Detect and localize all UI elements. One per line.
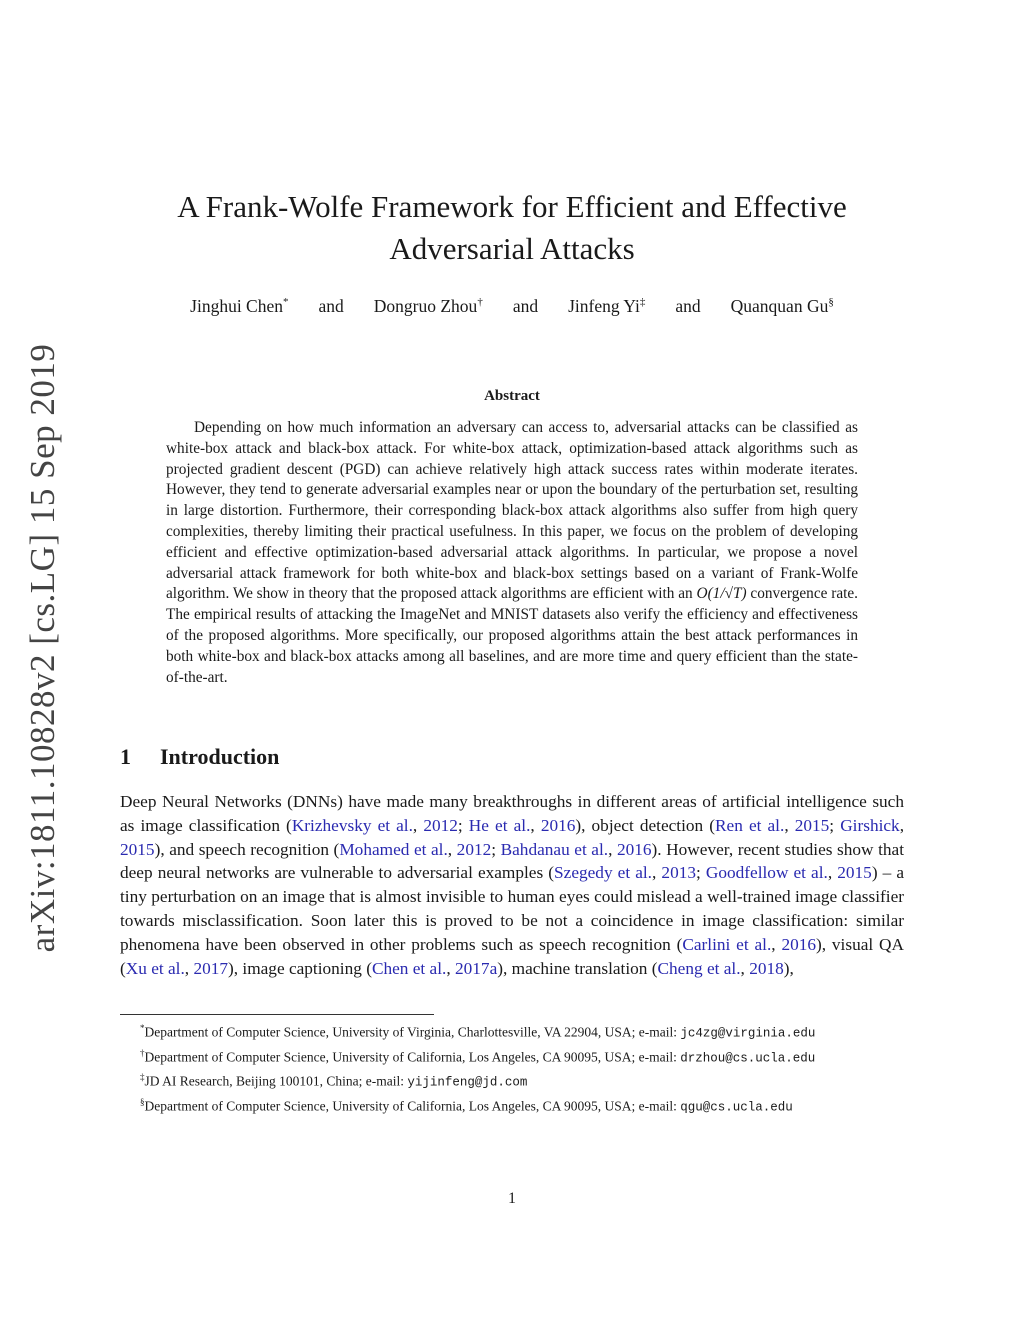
citation-link[interactable]: Szegedy et al. — [554, 863, 653, 883]
author-list — [120, 296, 904, 317]
citation-link[interactable]: 2016 — [781, 934, 816, 954]
citation-link[interactable]: Goodfellow et al. — [705, 863, 828, 883]
author-separator: and — [318, 296, 344, 316]
citation-link[interactable]: 2013 — [661, 863, 696, 883]
citation-link[interactable]: Mohamed et al. — [339, 839, 448, 859]
author: Dongruo Zhou† — [373, 296, 483, 316]
email-address: qgu@cs.ucla.edu — [680, 1100, 793, 1114]
citation-link[interactable]: Ren et al. — [715, 815, 785, 835]
citation-link[interactable]: 2016 — [540, 815, 576, 835]
section-title: Introduction — [160, 744, 280, 769]
citation-link[interactable]: 2012 — [423, 815, 458, 835]
section-number: 1 — [120, 744, 131, 769]
arxiv-stamp: arXiv:1811.10828v2 [cs.LG] 15 Sep 2019 — [23, 343, 62, 953]
title-line-1: A Frank-Wolfe Framework for Efficient and Effective — [177, 189, 847, 224]
citation-link[interactable]: Krizhevsky et al. — [291, 815, 413, 835]
footnotes — [120, 1019, 904, 1117]
footnote: †Department of Computer Science, University of California, Los Angeles, CA 90095, USA; e-mail: drzhou@cs.ucla.edu — [140, 1047, 816, 1065]
author-separator: and — [512, 296, 539, 316]
footnote: *Department of Computer Science, University of Virginia, Charlottesville, VA 22904, USA; e-mail: jc4zg@virginia.edu — [140, 1023, 816, 1041]
footnote: ‡JD AI Research, Beijing 100101, China; e-mail: yijinfeng@jd.com — [140, 1072, 528, 1090]
title-line-2: Adversarial Attacks — [389, 231, 635, 266]
citation-link[interactable]: Xu et al. — [125, 958, 185, 978]
citation-link[interactable]: Girshick — [840, 815, 900, 835]
citation-link[interactable]: He et al. — [468, 815, 531, 835]
author: Jinghui Chen* — [190, 296, 289, 316]
citation-link[interactable]: Cheng et al. — [657, 958, 741, 978]
citation-link[interactable]: 2017a — [455, 958, 498, 978]
citation-link[interactable]: 2015 — [794, 815, 830, 835]
author: Jinfeng Yi‡ — [568, 296, 646, 316]
citation-link[interactable]: 2015 — [120, 839, 155, 859]
author: Quanquan Gu§ — [730, 296, 834, 316]
abstract-heading: Abstract — [484, 388, 540, 404]
page-number: 1 — [508, 1190, 516, 1207]
citation-link[interactable]: 2012 — [456, 839, 492, 859]
citation-link[interactable]: Carlini et al. — [682, 934, 772, 954]
footnote-divider — [120, 1014, 434, 1015]
abstract-body: Depending on how much information an adversary can access to, adversarial attacks can be classified as white-box attack and black-box attack. For white-box attack, optimization-based attack algorithms such as projected gradient descent (PGD) can achieve relatively high attack success rates within moderate iterates. However, they tend to generate adversarial examples near or upon the boundary of the perturbation set, resulting in large distortion. Furthermore, their corresponding black-box attack algorithms also suffer from high query complexities, thereby limiting their practical usefulness. In this paper, we focus on the problem of developing efficient and effective optimization-based adversarial attack algorithms. In particular, we propose a novel adversarial attack framework for both white-box and black-box settings based on a variant of Frank-Wolfe algorithm. We show in theory that the proposed attack algorithms are efficient with an O(1/√T) convergence rate. The empirical results of attacking the ImageNet and MNIST datasets also verify the efficiency and effectiveness of the proposed algorithms. More specifically, our proposed algorithms attain the best attack performances in both white-box and black-box attacks among all baselines, and are more time and query efficient than the state-of-the-art. — [166, 419, 858, 686]
citation-link[interactable]: 2016 — [616, 839, 652, 859]
email-address: drzhou@cs.ucla.edu — [680, 1051, 816, 1065]
citation-link[interactable]: Chen et al. — [371, 958, 447, 978]
citation-link[interactable]: Bahdanau et al. — [500, 839, 609, 859]
author-separator: and — [675, 296, 701, 316]
email-address: yijinfeng@jd.com — [407, 1075, 528, 1090]
introduction-paragraph: Deep Neural Networks (DNNs) have made many breakthroughs in different areas of artificial intelligence such as image classification (Krizhevsky et al., 2012; He et al., 2016), object detection (Ren et al., 2015; Girshick, 2015), and speech recognition (Mohamed et al., 2012; Bahdanau et al., 2016). However, recent studies show that deep neural networks are vulnerable to adversarial examples (Szegedy et al., 2013; Goodfellow et al., 2015) – a tiny perturbation on an image that is almost invisible to human eyes could mislead a well-trained image classifier towards misclassification. Soon later this is proved to be not a coincidence in image classification: similar phenomena have been observed in other problems such as speech recognition (Carlini et al., 2016), visual QA (Xu et al., 2017), image captioning (Chen et al., 2017a), machine translation (Cheng et al., 2018), — [120, 792, 905, 978]
citation-link[interactable]: 2017 — [193, 958, 228, 978]
citation-link[interactable]: 2018 — [749, 958, 784, 978]
paper-title — [120, 186, 904, 270]
convergence-rate: O(1/√T) — [696, 585, 747, 603]
citation-link[interactable]: 2015 — [837, 863, 872, 883]
section-heading — [120, 744, 279, 770]
email-address: jc4zg@virginia.edu — [680, 1026, 816, 1041]
footnote: §Department of Computer Science, University of California, Los Angeles, CA 90095, USA; e-mail: qgu@cs.ucla.edu — [140, 1096, 793, 1114]
